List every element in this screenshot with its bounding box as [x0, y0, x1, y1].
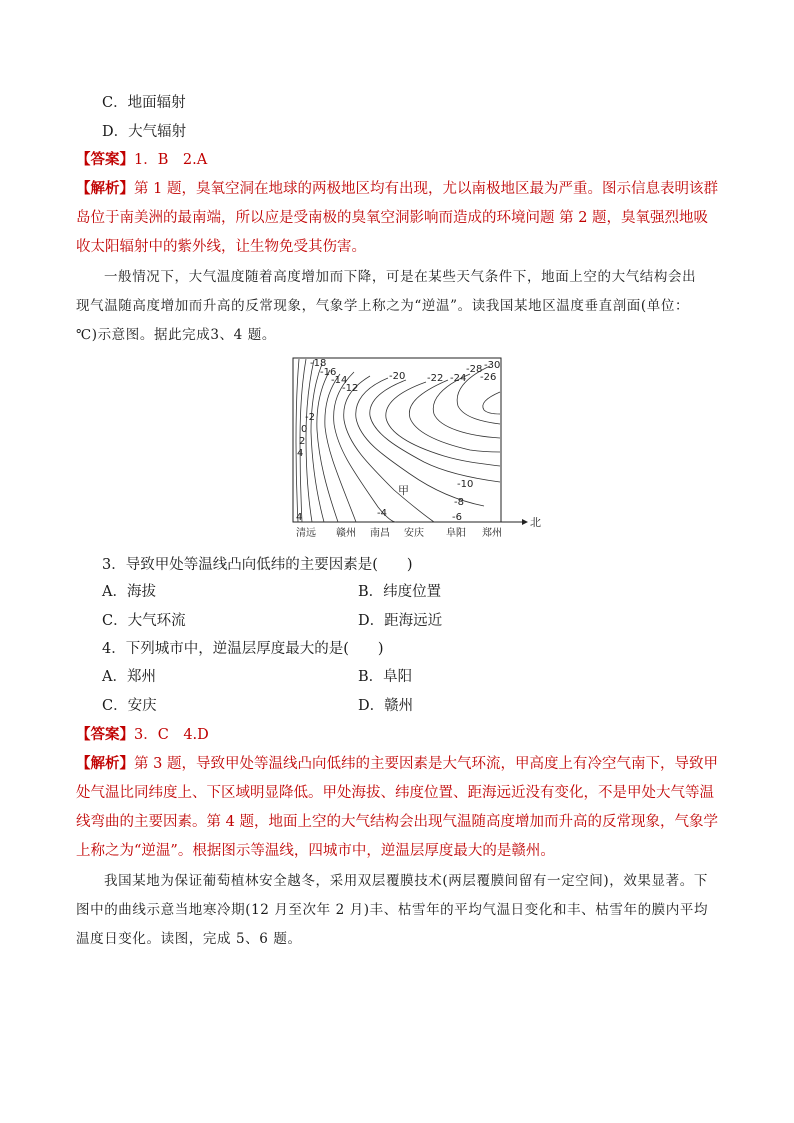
isotherm-label: -10	[457, 479, 474, 490]
q3-option-d: D．距海远近	[358, 613, 443, 629]
intro-2-line-1: 一般情况下，大气温度随着高度增加而下降，可是在某些天气条件下，地面上空的大气结构会出	[104, 269, 697, 285]
isotherm-label: -6	[452, 512, 462, 523]
isotherm-label: -28	[466, 364, 483, 375]
q4-option-a: A．郑州	[102, 669, 156, 685]
intro-3-line-2: 图中的曲线示意当地寒冷期(12 月至次年 2 月)丰、枯雪年的平均气温日变化和丰、枯雪年的膜内平均	[76, 902, 709, 918]
isotherm-label-group	[296, 358, 500, 523]
analysis-1-line-1	[76, 179, 718, 199]
isotherm-label: -24	[450, 373, 467, 384]
isotherm-label: -30	[484, 360, 501, 371]
isotherm-label: -14	[331, 375, 348, 386]
intro-2-line-2: 现气温随高度增加而升高的反常现象，气象学上称之为“逆温”。读我国某地区温度垂直剖面(单位：	[76, 298, 690, 314]
city-label: 南昌	[370, 528, 390, 539]
answer-block-2	[76, 725, 209, 745]
analysis-2-line-4: 上称之为“逆温”。根据图示等温线，四城市中，逆温层厚度最大的是赣州。	[76, 843, 555, 859]
answer-tag: 【答案】	[76, 726, 134, 743]
analysis-text: 第 3 题，导致甲处等温线凸向低纬的主要因素是大气环流，甲高度上有冷空气南下，导致甲	[134, 756, 718, 772]
q3-stem: 3．导致甲处等温线凸向低纬的主要因素是( )	[102, 557, 413, 573]
analysis-1-line-2: 岛位于南美洲的最南端，所以应是受南极的臭氧空洞影响而造成的环境问题 第 2 题，臭氧强烈地吸	[76, 210, 709, 226]
isotherm-label: -12	[342, 383, 359, 394]
isotherm-label: 4	[296, 512, 303, 523]
isotherm-label: 4	[297, 448, 304, 459]
q2-option-c: C．地面辐射	[102, 95, 186, 111]
isotherm-label: 2	[299, 436, 306, 447]
intro-3-line-1: 我国某地为保证葡萄植林安全越冬，采用双层覆膜技术(两层覆膜间留有一定空间)，效果显著。下	[104, 873, 708, 889]
analysis-2-line-3: 线弯曲的主要因素。第 4 题，地面上空的大气结构会出现气温随高度增加而升高的反常现象，气象学	[76, 814, 718, 830]
point-jia-label: 甲	[398, 484, 409, 497]
city-labels	[296, 526, 502, 539]
intro-2-line-3: ℃)示意图。据此完成3、4 题。	[76, 327, 276, 343]
intro-3-line-3: 温度日变化。读图，完成 5、6 题。	[76, 931, 302, 947]
north-arrow-icon	[522, 519, 528, 525]
isotherm-label: -18	[310, 358, 327, 369]
q3-option-a: A．海拔	[102, 584, 156, 600]
city-label: 清远	[296, 528, 316, 539]
isotherm-label: -22	[427, 373, 444, 384]
isotherm-label: -8	[454, 497, 464, 508]
answer-block-1	[76, 150, 207, 170]
q4-option-b: B．阜阳	[358, 669, 413, 685]
city-label: 阜阳	[446, 528, 466, 539]
city-label: 郑州	[482, 528, 502, 539]
q3-option-b: B．纬度位置	[358, 584, 442, 600]
city-label: 安庆	[404, 528, 424, 539]
isotherm-label: -2	[305, 412, 315, 423]
isotherm-label: 0	[301, 424, 308, 435]
isotherm-label: -4	[377, 508, 387, 519]
analysis-tag: 【解析】	[76, 180, 134, 197]
answer-tag: 【答案】	[76, 151, 134, 168]
q3-option-c: C．大气环流	[102, 613, 186, 629]
isotherm-label: -20	[389, 371, 406, 382]
analysis-tag: 【解析】	[76, 755, 134, 772]
analysis-2-line-2: 处气温比同纬度上、下区域明显降低。甲处海拔、纬度位置、距海远近没有变化，不是甲处大气等温	[76, 785, 714, 801]
analysis-text: 第 1 题，臭氧空洞在地球的两极地区均有出现，尤以南极地区最为严重。图示信息表明该群	[134, 181, 718, 197]
isotherm-label: -26	[480, 372, 497, 383]
temperature-profile-figure	[284, 352, 544, 542]
analysis-1-line-3: 收太阳辐射中的紫外线，让生物免受其伤害。	[76, 239, 366, 255]
answer-text: 3．C 4.D	[134, 727, 209, 743]
answer-text: 1．B 2.A	[134, 152, 208, 168]
q4-option-c: C．安庆	[102, 698, 157, 714]
city-label: 赣州	[336, 528, 356, 539]
analysis-2-line-1	[76, 754, 718, 774]
isotherm-label: -16	[320, 367, 337, 378]
q2-option-d: D．大气辐射	[102, 124, 187, 140]
q4-stem: 4．下列城市中，逆温层厚度最大的是( )	[102, 641, 384, 657]
north-label: 北	[530, 516, 541, 529]
isotherm-lines	[296, 359, 500, 522]
q4-option-d: D．赣州	[358, 698, 414, 714]
